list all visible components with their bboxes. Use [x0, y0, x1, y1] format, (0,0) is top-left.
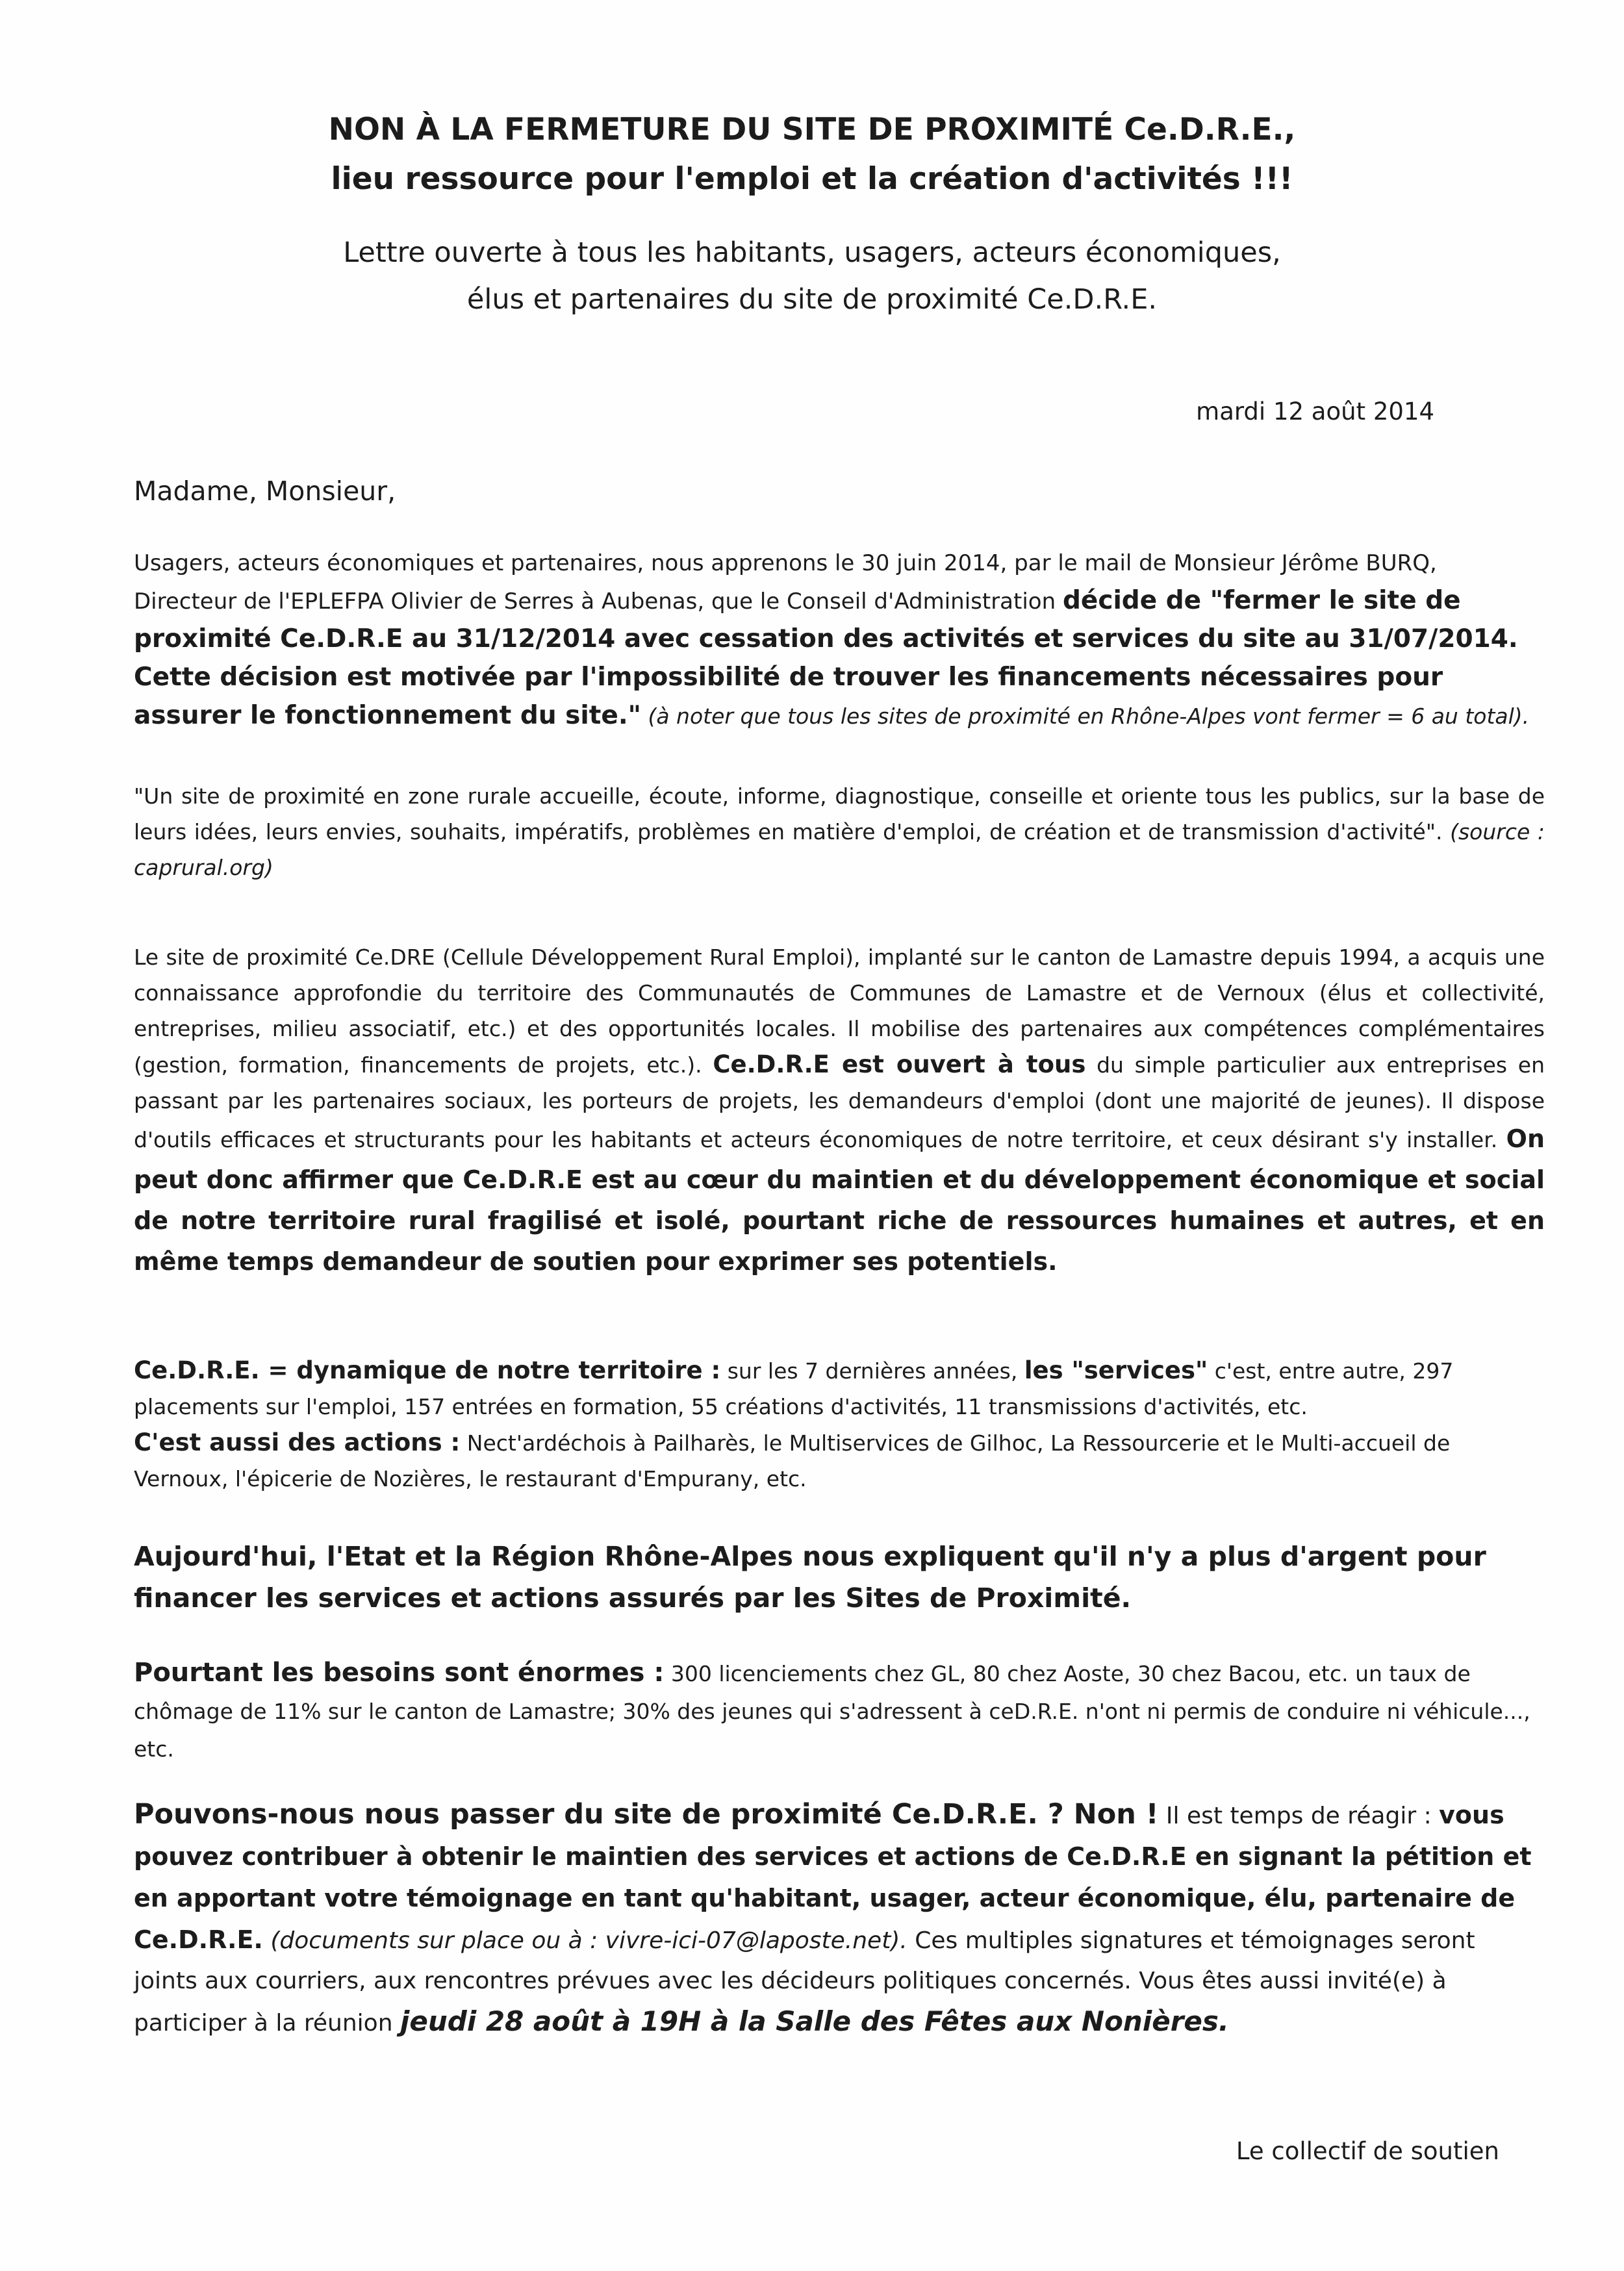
paragraph-announcement: [134, 544, 1545, 735]
subtitle-line-2: élus et partenaires du site de proximité Ce.D.R.E.: [466, 283, 1158, 316]
paragraph-definition: [134, 778, 1545, 885]
paragraph-definition-source: (source : caprural.org): [134, 819, 1545, 880]
paragraph-announcement-decision: décide de "fermer le site de proximité Ce.D.R.E au 31/12/2014 avec cessation des activités et services du site au 31/07/2014. Cette décision est motivée par l'impossibilité de trouver les financements nécessaires pour assurer le fonctionnement du site.": [134, 586, 1518, 730]
paragraph-call-to-action: [134, 1794, 1545, 2044]
title-line-2: lieu ressource pour l'emploi et la création d'activités !!!: [331, 161, 1293, 197]
paragraph-state-funding: Aujourd'hui, l'Etat et la Région Rhône-Alpes nous expliquent qu'il n'y a plus d'argent pour financer les services et actions assurés par les Sites de Proximité.: [134, 1541, 1486, 1614]
letter-date: mardi 12 août 2014: [1196, 398, 1434, 425]
paragraph-definition-quote: "Un site de proximité en zone rurale accueille, écoute, informe, diagnostique, conseille et oriente tous les publics, sur la base de leurs idées, leurs envies, souhaits, impératifs, problèmes en matière d'emploi, de création et de transmission d'activité".: [134, 783, 1545, 844]
call-petition: vous pouvez contribuer à obtenir le maintien des services et actions de Ce.D.R.E en signant la pétition et en apportant votre témoignage en tant qu'habitant, usager, acteur économique, élu, partenaire de Ce.D.R.E.: [134, 1801, 1532, 1954]
salutation: Madame, Monsieur,: [134, 476, 396, 507]
needs-text: 300 licenciements chez GL, 80 chez Aoste, 30 chez Bacou, etc. un taux de chômage de 11% sur le canton de Lamastre; 30% des jeunes qui s'adressent à ceD.R.E. n'ont ni permis de conduire ni véhicule..., etc.: [134, 1661, 1530, 1762]
actions-text: Nect'ardéchois à Pailharès, le Multiservices de Gilhoc, La Ressourcerie et le Multi-accueil de Vernoux, l'épicerie de Nozières, le restaurant d'Empurany, etc.: [134, 1430, 1451, 1491]
paragraph-announcement-note: (à noter que tous les sites de proximité en Rhône-Alpes vont fermer = 6 au total).: [641, 704, 1530, 729]
signature: Le collectif de soutien: [1236, 2137, 1499, 2165]
dynamics-services: les "services": [1024, 1356, 1208, 1384]
call-react: Il est temps de réagir :: [1158, 1803, 1440, 1829]
call-question: Pouvons-nous nous passer du site de proximité Ce.D.R.E. ? Non !: [134, 1798, 1159, 1831]
dynamics-text-2: c'est, entre autre, 297 placements sur l'emploi, 157 entrées en formation, 55 créations d'activités, 11 transmissions d'activités, etc.: [134, 1358, 1454, 1419]
paragraph-presentation-conclusion: On peut donc affirmer que Ce.D.R.E est au cœur du maintien et du développement économique et social de notre territoire rural fragilisé et isolé, pourtant riche de ressources humaines et autres, et en même temps demandeur de soutien pour exprimer ses potentiels.: [134, 1124, 1545, 1276]
dynamics-text-1: sur les 7 dernières années,: [720, 1358, 1024, 1384]
paragraph-needs: [134, 1654, 1545, 1768]
actions-heading: C'est aussi des actions :: [134, 1428, 461, 1456]
paragraph-presentation: [134, 939, 1545, 1282]
paragraph-presentation-text-2: du simple particulier aux entreprises en passant par les partenaires sociaux, les porteurs de projets, les demandeurs d'emploi (dont une majorité de jeunes). Il dispose d'outils efficaces et structurants pour les habitants et acteurs économiques de notre territoire, et ceux désirant s'y installer.: [134, 1052, 1545, 1152]
meeting-info: jeudi 28 août à 19H à la Salle des Fêtes aux Nonières.: [400, 2005, 1229, 2037]
needs-heading: Pourtant les besoins sont énormes :: [134, 1658, 665, 1688]
title-line-1: NON À LA FERMETURE DU SITE DE PROXIMITÉ Ce.D.R.E.,: [328, 112, 1296, 147]
paragraph-dynamics: [134, 1352, 1545, 1497]
call-contact: (documents sur place ou à : vivre-ici-07@laposte.net).: [262, 1927, 907, 1954]
paragraph-announcement-intro: Usagers, acteurs économiques et partenaires, nous apprenons le 30 juin 2014, par le mail de Monsieur Jérôme BURQ, Directeur de l'EPLEFPA Olivier de Serres à Aubenas, que le Conseil d'Administration: [134, 550, 1437, 615]
subtitle-line-1: Lettre ouverte à tous les habitants, usagers, acteurs économiques,: [343, 236, 1281, 269]
paragraph-presentation-open: Ce.D.R.E est ouvert à tous: [713, 1050, 1086, 1078]
call-text: Ces multiples signatures et témoignages seront joints aux courriers, aux rencontres prévues avec les décideurs politiques concernés. Vous êtes aussi invité(e) à participer à la réunion: [134, 1927, 1475, 2036]
dynamics-heading: Ce.D.R.E. = dynamique de notre territoire :: [134, 1356, 721, 1384]
paragraph-presentation-text: Le site de proximité Ce.DRE (Cellule Développement Rural Emploi), implanté sur le canton de Lamastre depuis 1994, a acquis une connaissance approfondie du territoire des Communautés de Communes de Lamastre et de Vernoux (élus et collectivité, entreprises, milieu associatif, etc.) et des opportunités locales. Il mobilise des partenaires aux compétences complémentaires (gestion, formation, financements de projets, etc.).: [134, 945, 1545, 1078]
